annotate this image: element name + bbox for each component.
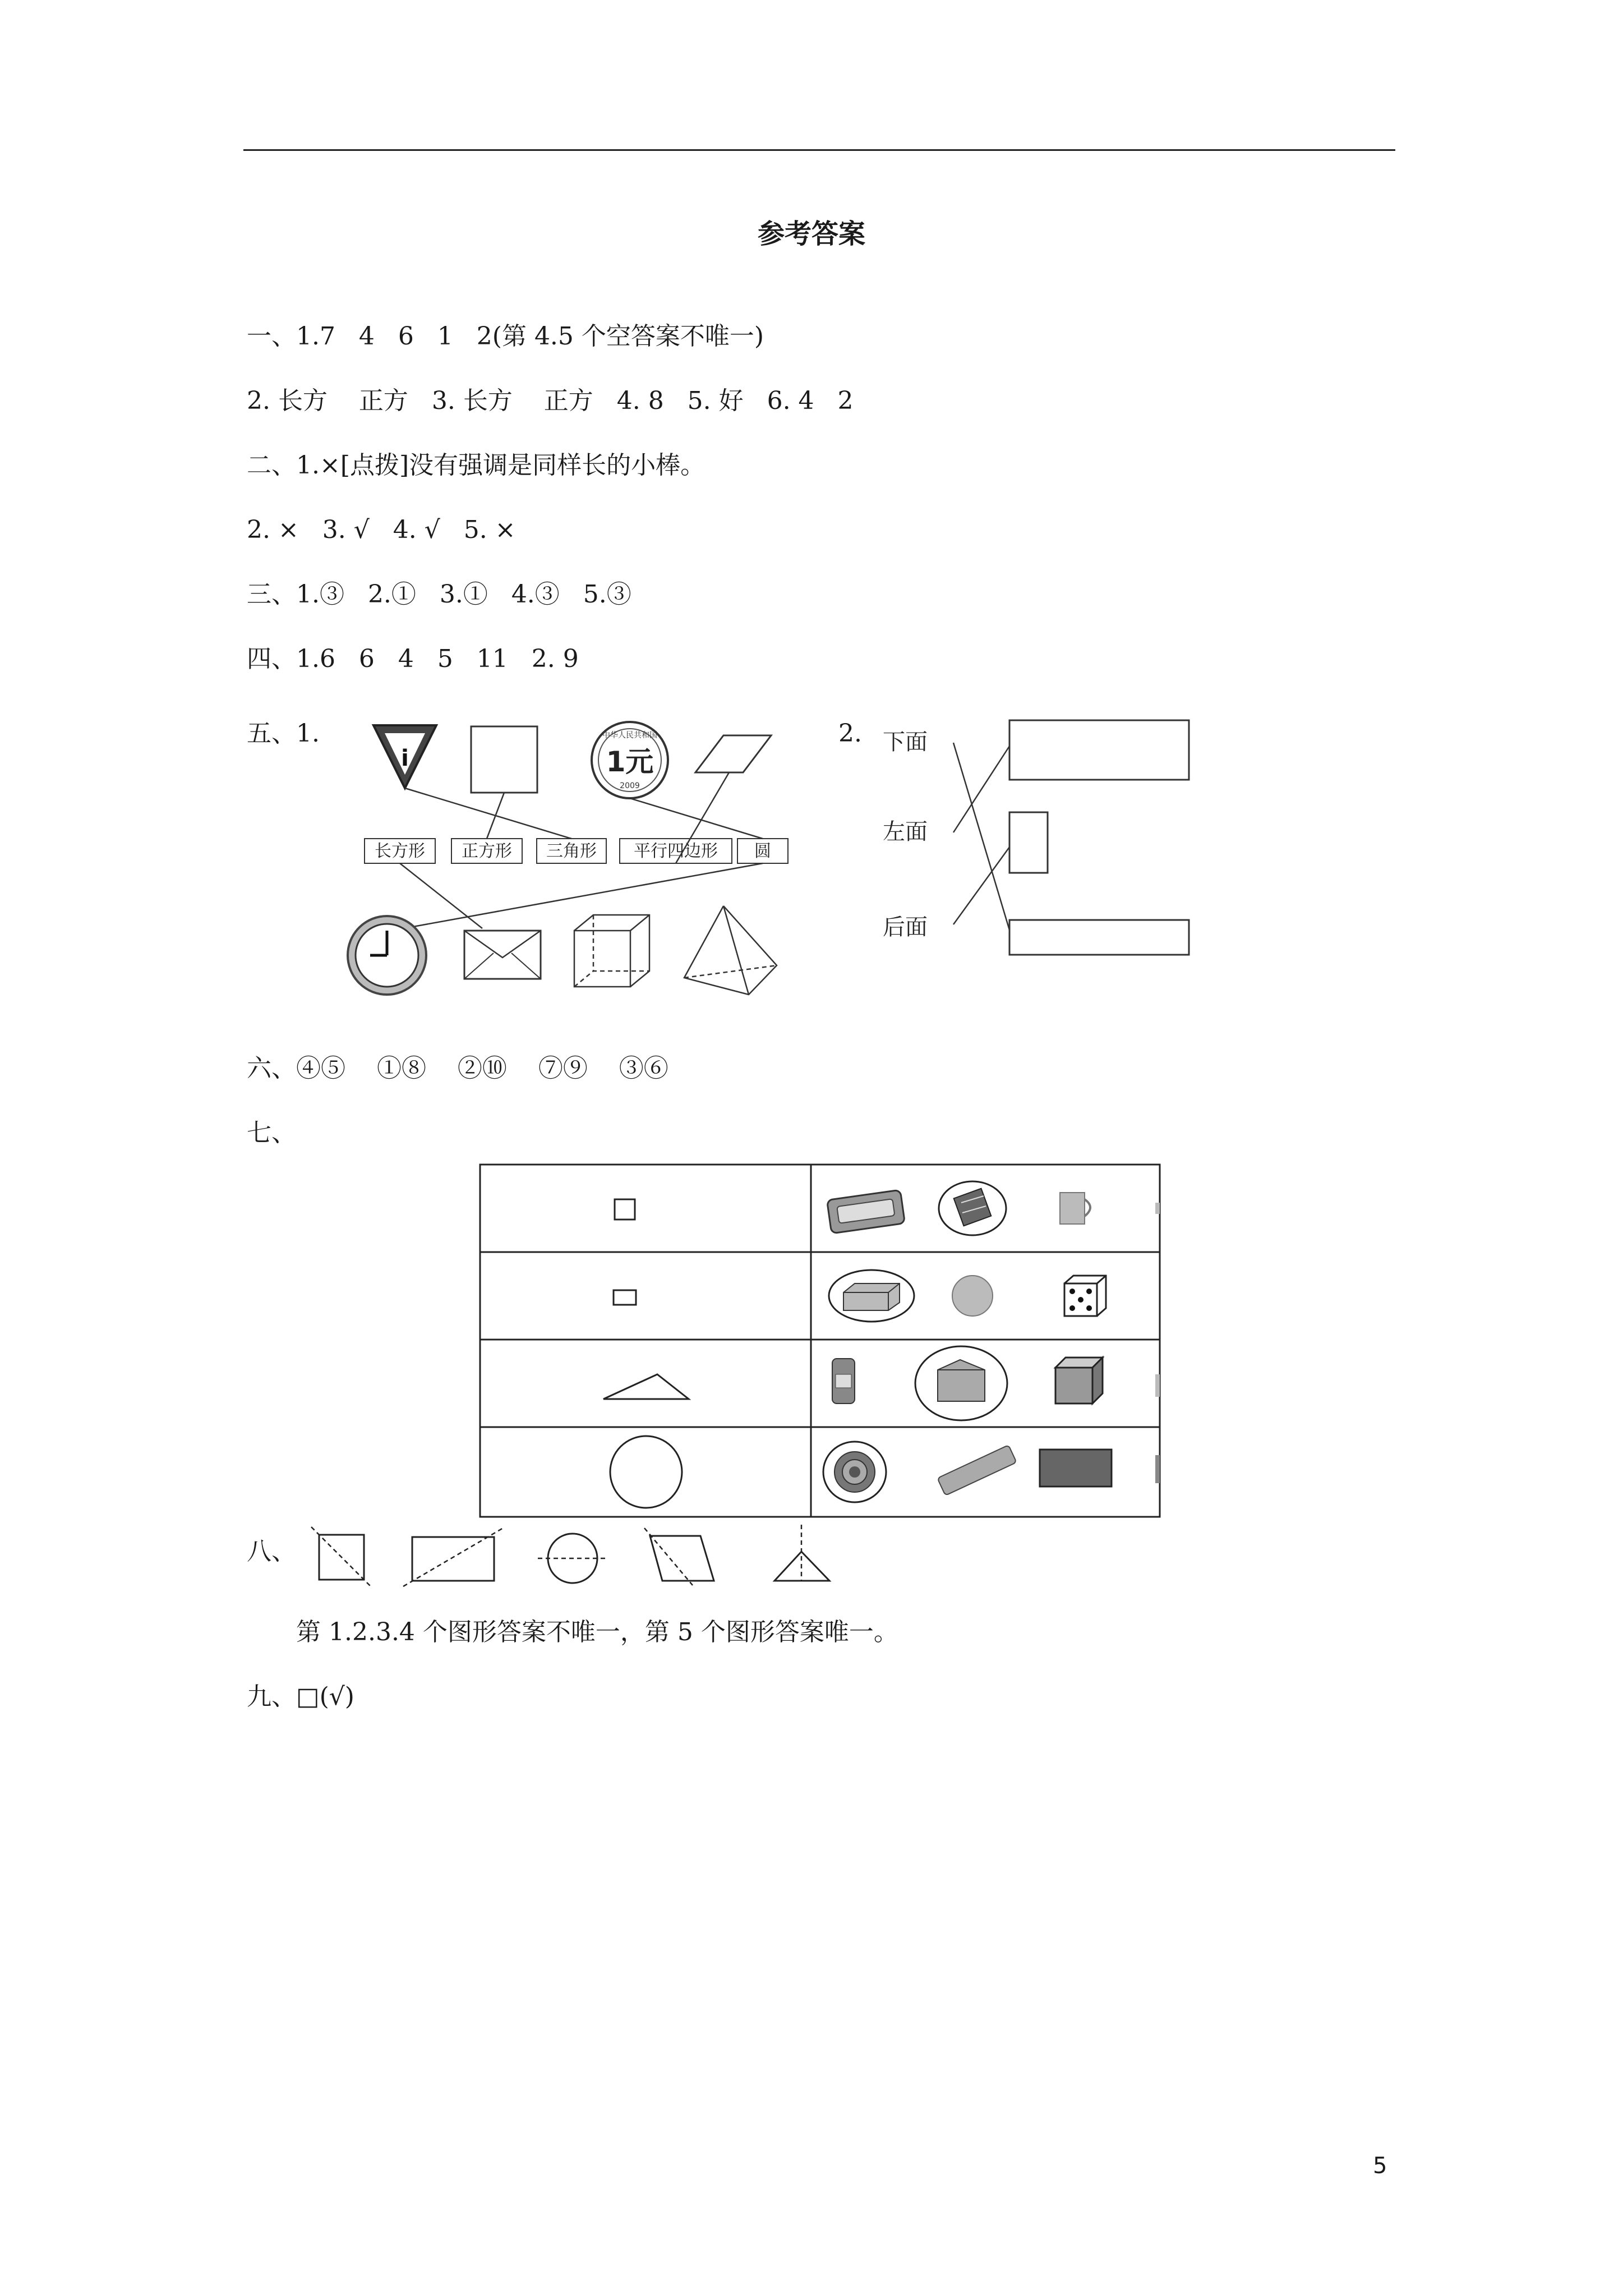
answer-q9-line1: 九、□(√) (247, 1682, 354, 1711)
answer-q5-label: 五、1. (247, 719, 320, 748)
triangle-shape (603, 1374, 689, 1399)
parallelogram-with-axis (644, 1528, 714, 1585)
yield-sign-symbol: i (401, 746, 409, 771)
triangle-with-axis (774, 1525, 829, 1581)
view-label-left: 左面 (883, 819, 928, 845)
object-classification-table (479, 1163, 1161, 1518)
circle-with-axis (538, 1534, 608, 1583)
label-circle: 圆 (754, 841, 771, 861)
answer-q5-part2-label: 2. (838, 719, 862, 748)
small-rectangle-shape (614, 1290, 636, 1305)
cropped-object-picture-2 (1155, 1374, 1160, 1397)
answer-q2-line1: 二、1.×[点拨]没有强调是同样长的小棒。 (247, 451, 706, 480)
rectangle-with-axis (403, 1528, 503, 1586)
can-picture (832, 1359, 855, 1404)
blackboard-picture (1040, 1450, 1112, 1487)
answer-q8-note: 第 1.2.3.4 个图形答案不唯一，第 5 个图形答案唯一。 (296, 1618, 898, 1646)
label-triangle: 三角形 (546, 841, 597, 861)
pencil-box-picture (827, 1190, 905, 1234)
page-number: 5 (1373, 2153, 1387, 2179)
narrow-rectangle-view (1009, 812, 1048, 873)
views-matching-lines (953, 743, 1009, 930)
view-label-back: 后面 (883, 914, 928, 940)
parallelogram-picture (695, 735, 771, 772)
answer-q4-line1: 四、1.6 6 4 5 11 2. 9 (247, 645, 579, 673)
flat-rectangle-view (1009, 920, 1189, 955)
clock-picture (348, 916, 426, 995)
header-rule (243, 149, 1395, 151)
wide-rectangle-view (1009, 720, 1189, 780)
page-title: 参考答案 (757, 218, 865, 250)
stapler-picture (937, 1445, 1016, 1496)
coin-top-text: 中华人民共和国 (602, 731, 657, 740)
envelope-picture (464, 931, 541, 979)
triangular-prism-picture (915, 1346, 1007, 1420)
label-parallelogram: 平行四边形 (634, 841, 718, 861)
coin-value: 1元 (606, 746, 654, 778)
cropped-object-picture-3 (1155, 1455, 1160, 1483)
pyramid-picture (684, 906, 777, 995)
ball-picture (952, 1276, 993, 1316)
views-matching-figure (875, 712, 1200, 970)
answer-q8-label: 八、 (247, 1537, 296, 1566)
label-rectangle: 长方形 (375, 841, 425, 861)
cube-picture (574, 915, 649, 987)
box-cube-picture (1055, 1358, 1103, 1404)
circle-shape (610, 1436, 682, 1508)
answer-q1-line1: 一、1.7 4 6 1 2(第 4.5 个空答案不唯一) (247, 322, 764, 351)
shape-label-boxes (365, 839, 788, 863)
rubiks-cube-picture (939, 1181, 1006, 1235)
coin-picture (592, 722, 668, 798)
cropped-object-picture (1155, 1203, 1160, 1214)
mug-picture (1060, 1193, 1090, 1224)
brick-picture (829, 1270, 914, 1322)
answer-q7-label: 七、 (247, 1119, 296, 1147)
answer-q2-line2: 2. × 3. √ 4. √ 5. × (247, 516, 516, 544)
dice-picture (1064, 1276, 1106, 1316)
square-picture (471, 726, 537, 793)
square-with-axis (311, 1527, 372, 1588)
coin-year: 2009 (620, 781, 640, 790)
answer-q6-line1: 六、④⑤ ①⑧ ②⑩ ⑦⑨ ③⑥ (247, 1054, 668, 1083)
yield-sign-picture (374, 725, 436, 788)
small-square-shape (615, 1199, 635, 1220)
view-label-below: 下面 (883, 729, 928, 755)
answer-q1-line2: 2. 长方 正方 3. 长方 正方 4. 8 5. 好 6. 4 2 (247, 386, 854, 415)
symmetry-axes-figure (306, 1520, 872, 1588)
label-square: 正方形 (462, 841, 512, 861)
answer-q3-line1: 三、1.③ 2.① 3.① 4.③ 5.③ (247, 580, 631, 609)
shape-matching-figure (336, 704, 808, 1018)
coin-stack-picture (823, 1442, 886, 1502)
